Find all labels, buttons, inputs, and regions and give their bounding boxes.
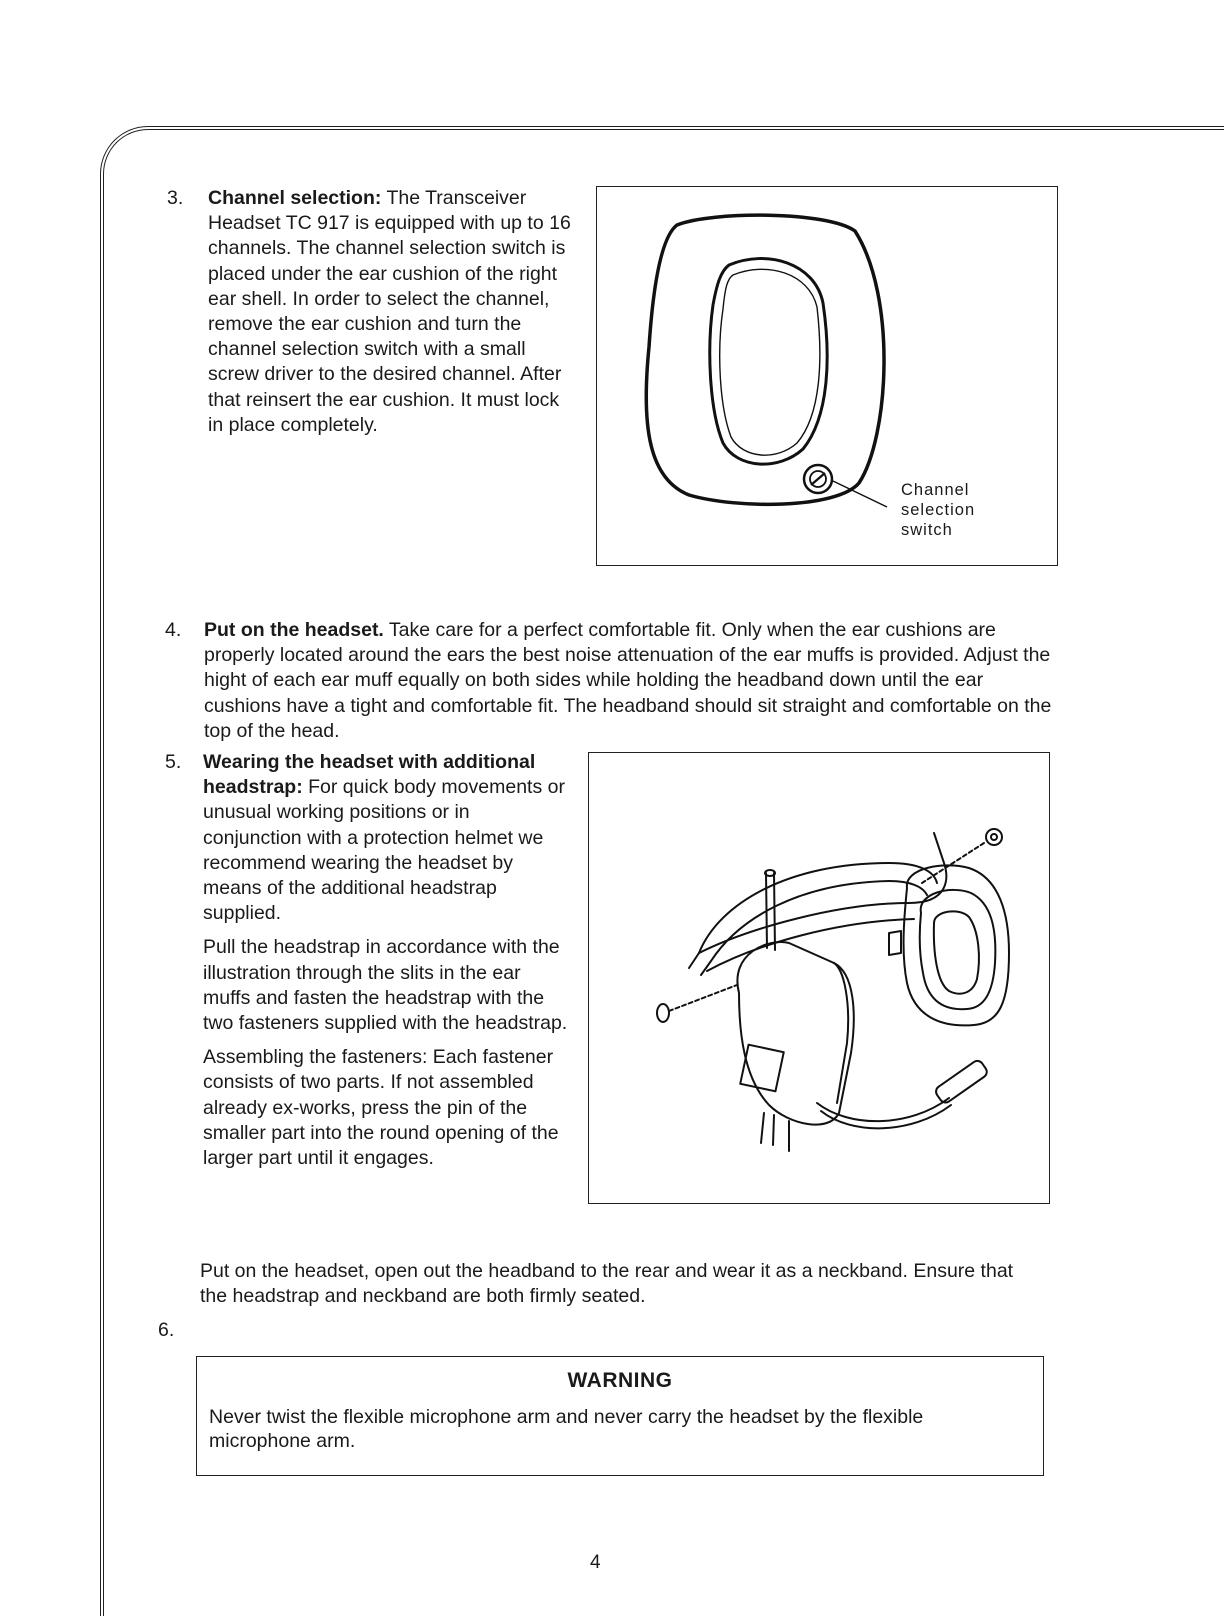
- item-4-number: 4.: [165, 619, 182, 641]
- item-4-body: Take care for a perfect comfortable fit. Only when the ear cushions are properly located around the ears the best noise attenuation of the ear muffs is provided. Adjust the hight of each ear muff equally on both sides while holding the headband down until the ear cushions have a tight and comfortable fit. The headband should sit straight and comfortable on the top of the head.: [204, 619, 1052, 742]
- headstrap: [699, 833, 946, 953]
- fastener-left: [657, 1004, 669, 1022]
- fastener-guide-right: [922, 843, 984, 883]
- left-muff-label: [740, 1045, 784, 1092]
- item-5-body: For quick body movements or unusual working positions or in conjunction with a protection helmet we recommend wearing the headset by means of the additional headstrap supplied.: [203, 776, 565, 925]
- headband-inner: [711, 881, 927, 961]
- item-4-text: [204, 618, 1052, 744]
- neckband-instruction: Put on the headset, open out the headband to the rear and wear it as a neckband. Ensure that the headstrap and neckband are both firmly seated.: [200, 1260, 1014, 1308]
- item-5-para-3: Assembling the fasteners: Each fastener consists of two parts. If not assembled already ex-works, press the pin of the smaller part into the round opening of the larger part until it engages.: [203, 1046, 559, 1170]
- fastener-right: [986, 829, 1002, 845]
- item-5-lead: Wearing the headset with additional headstrap:: [203, 751, 536, 799]
- item-6-number: 6.: [158, 1319, 175, 1341]
- channel-selection-switch: [804, 465, 832, 493]
- fastener-guide-left: [669, 985, 737, 1011]
- item-3-body: The Transceiver Headset TC 917 is equipped with up to 16 channels. The channel selection switch is placed under the ear cushion of the right ear shell. In order to select the channel, remove the ear cushion and turn the channel selection switch with a small screw driver to the desired channel. After that reinsert the ear cushion. It must lock in place completely.: [208, 187, 571, 436]
- right-ear-opening: [934, 911, 979, 993]
- channel-selection-callout: Channel selection switch: [901, 481, 976, 539]
- warning-box: [196, 1356, 1044, 1476]
- warning-text: Never twist the flexible microphone arm and never carry the headset by the flexible microphone arm.: [209, 1406, 924, 1452]
- ear-shell-figure: [596, 186, 1058, 566]
- ear-cushion-opening-inner: [720, 269, 820, 455]
- ear-shell-drawing: [597, 187, 1059, 567]
- headset-drawing: [589, 753, 1051, 1205]
- item-3-lead: Channel selection:: [208, 187, 382, 209]
- headset-headstrap-figure: [588, 752, 1050, 1204]
- item-5-text: [203, 750, 569, 1180]
- item-5-para-2: Pull the headstrap in accordance with the illustration through the slits in the ear muffs and fasten the headstrap with the two fasteners supplied with the headstrap.: [203, 936, 568, 1035]
- item-5-number: 5.: [165, 751, 182, 773]
- microphone: [934, 1059, 989, 1105]
- item-3-number: 3.: [167, 187, 184, 209]
- page-number: 4: [590, 1552, 601, 1573]
- item-3-text: [208, 186, 574, 438]
- left-ear-muff: [737, 942, 853, 1125]
- item-4-lead: Put on the headset.: [204, 619, 384, 641]
- warning-title: WARNING: [567, 1369, 673, 1392]
- ear-cushion-opening-outer: [710, 259, 827, 465]
